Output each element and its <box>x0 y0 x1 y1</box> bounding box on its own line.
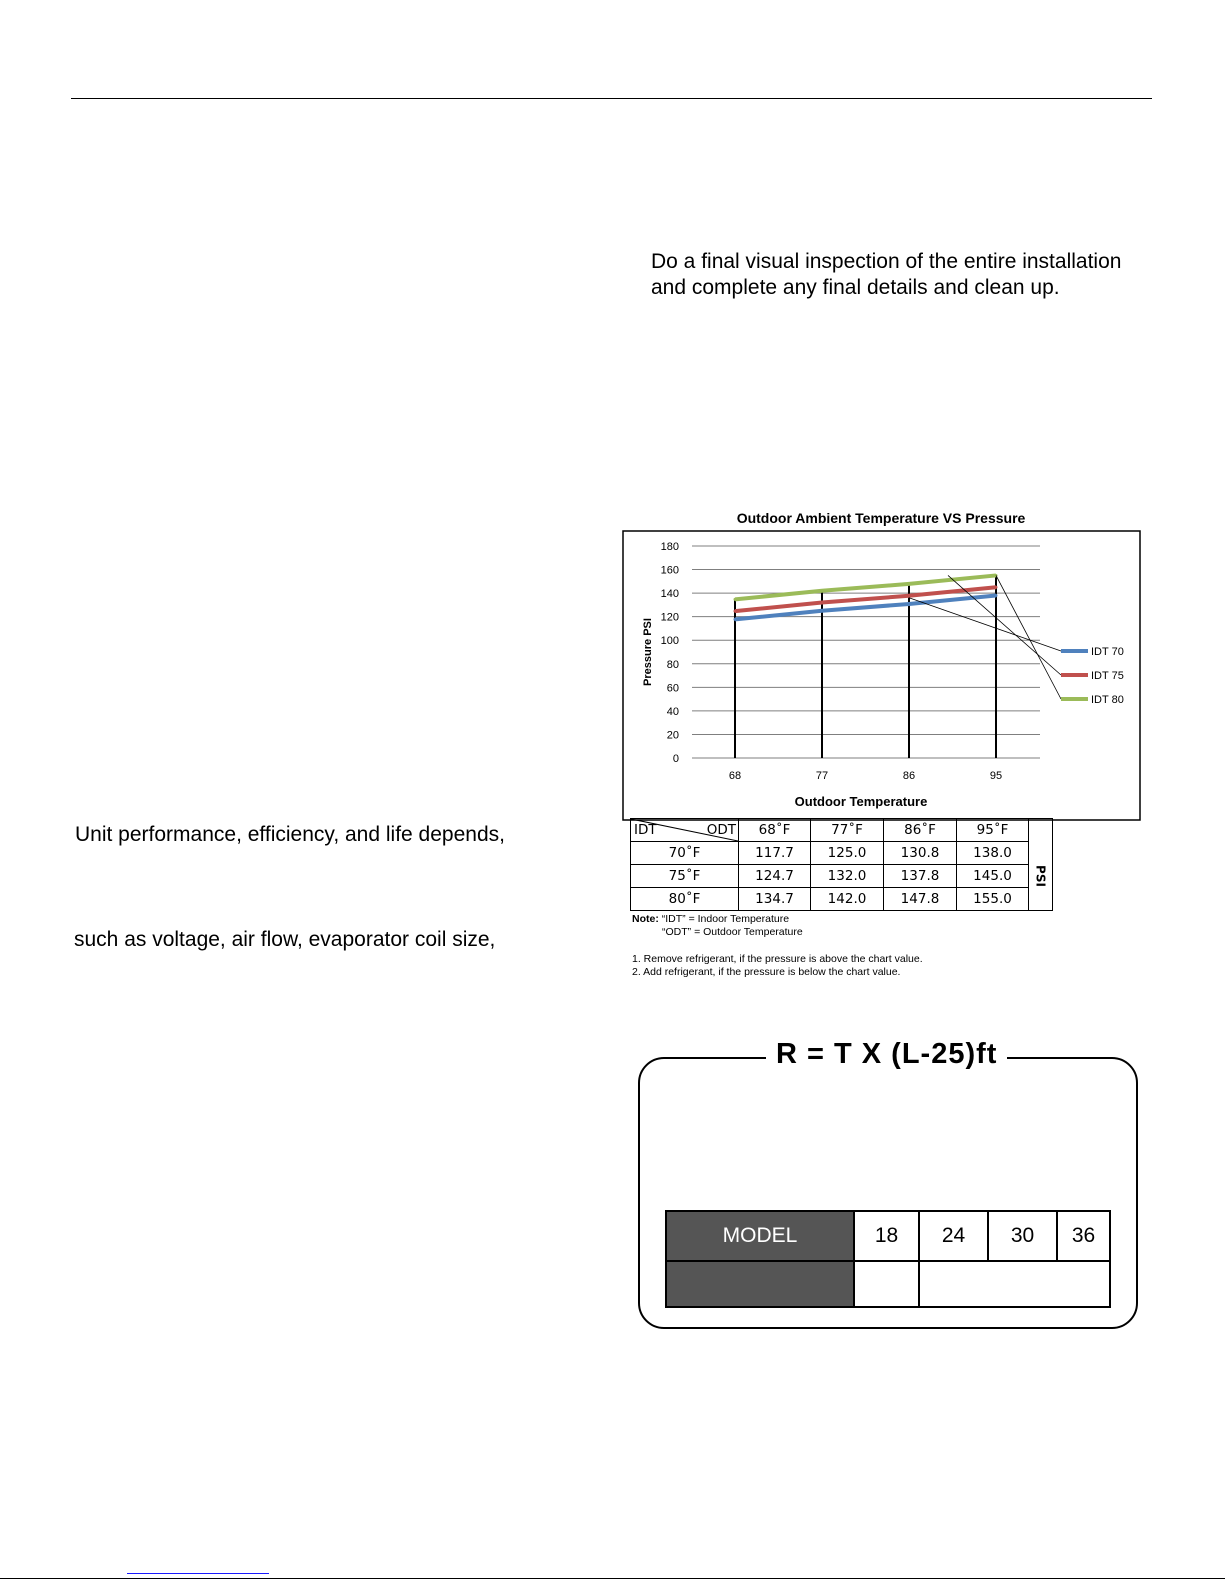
chart-title: Outdoor Ambient Temperature VS Pressure <box>736 510 1026 526</box>
model-label: MODEL <box>666 1211 854 1261</box>
table-row <box>631 842 1053 865</box>
row-label-70: 70˚F <box>631 842 739 865</box>
note-step-2: 2. Add refrigerant, if the pressure is below the chart value. <box>632 966 901 978</box>
table-cell: 138.0 <box>957 842 1029 865</box>
unit-header-blank <box>1029 819 1053 842</box>
inspection-text-line-1: Do a final visual inspection of the entire installation <box>651 250 1122 273</box>
psi-unit-cell <box>1029 842 1053 911</box>
corner-odt-label: ODT <box>706 822 736 838</box>
psi-unit-label: PSI <box>1033 864 1048 887</box>
y-tick-140: 140 <box>660 588 679 601</box>
row-label-75: 75˚F <box>631 865 739 888</box>
table-cell: 130.8 <box>884 842 957 865</box>
y-axis-label: Pressure PSI <box>642 618 654 686</box>
model-18: 18 <box>854 1211 919 1261</box>
y-tick-20: 20 <box>666 729 679 742</box>
table-cell: 132.0 <box>811 865 884 888</box>
note-odt: “ODT” = Outdoor Temperature <box>662 926 803 938</box>
table-cell: 137.8 <box>884 865 957 888</box>
charge-cell-18 <box>854 1261 919 1307</box>
chart-notes <box>632 913 923 979</box>
bottom-divider <box>0 1578 1225 1579</box>
top-divider <box>71 98 1152 99</box>
x-tick-86: 86 <box>902 770 916 782</box>
y-tick-120: 120 <box>660 611 679 624</box>
table-cell: 124.7 <box>739 865 811 888</box>
header-86: 86˚F <box>884 819 957 842</box>
model-24: 24 <box>919 1211 988 1261</box>
x-tick-68: 68 <box>728 770 742 782</box>
data-point <box>821 589 824 592</box>
data-point <box>821 609 824 612</box>
formula-text: R = T X (L-25)ft <box>766 1038 1007 1071</box>
table-row <box>631 865 1053 888</box>
legend-label-1: IDT 70 <box>1091 646 1124 658</box>
model-30: 30 <box>988 1211 1057 1261</box>
data-point <box>734 610 737 613</box>
legend-label-3: IDT 80 <box>1091 694 1124 706</box>
y-tick-40: 40 <box>666 705 679 718</box>
data-point <box>908 582 911 585</box>
corner-idt-label: IDT <box>634 822 657 838</box>
performance-text: Unit performance, efficiency, and life depends, <box>75 823 505 846</box>
charge-cell-24-36 <box>919 1261 1110 1307</box>
legend-label-2: IDT 75 <box>1091 670 1124 682</box>
table-row <box>631 888 1053 911</box>
y-tick-180: 180 <box>660 541 679 553</box>
table-cell: 147.8 <box>884 888 957 911</box>
x-tick-95: 95 <box>989 770 1003 782</box>
table-cell: 145.0 <box>957 865 1029 888</box>
note-label: Note: <box>632 913 659 925</box>
y-tick-0: 0 <box>672 753 679 765</box>
note-step-1: 1. Remove refrigerant, if the pressure is above the chart value. <box>632 953 923 965</box>
data-point <box>821 601 824 604</box>
data-point <box>995 594 998 597</box>
note-idt: Note: “IDT” = Indoor Temperature <box>632 913 790 925</box>
table-cell: 134.7 <box>739 888 811 911</box>
x-tick-77: 77 <box>815 770 829 782</box>
footer-link-underline <box>127 1573 269 1574</box>
data-point <box>908 594 911 597</box>
table-cell: 125.0 <box>811 842 884 865</box>
x-axis-label: Outdoor Temperature <box>794 794 928 809</box>
table-corner-cell <box>631 819 739 842</box>
header-77: 77˚F <box>811 819 884 842</box>
charge-row <box>666 1261 1110 1307</box>
header-95: 95˚F <box>957 819 1029 842</box>
data-point <box>734 618 737 621</box>
pressure-chart <box>622 530 1142 822</box>
charge-label-blank <box>666 1261 854 1307</box>
pressure-table <box>630 818 1053 911</box>
y-tick-100: 100 <box>660 635 679 648</box>
table-cell: 142.0 <box>811 888 884 911</box>
y-tick-60: 60 <box>666 682 679 695</box>
y-tick-160: 160 <box>660 564 679 577</box>
table-cell: 155.0 <box>957 888 1029 911</box>
data-point <box>734 598 737 601</box>
model-row <box>666 1211 1110 1261</box>
table-cell: 117.7 <box>739 842 811 865</box>
y-tick-80: 80 <box>666 658 679 671</box>
factors-text: such as voltage, air flow, evaporator coil size, <box>74 928 496 951</box>
inspection-text-line-2: and complete any final details and clean up. <box>651 276 1060 299</box>
header-68: 68˚F <box>739 819 811 842</box>
data-point <box>995 586 998 589</box>
model-table <box>665 1210 1111 1308</box>
model-36: 36 <box>1057 1211 1110 1261</box>
table-header-row <box>631 819 1053 842</box>
row-label-80: 80˚F <box>631 888 739 911</box>
data-point <box>908 602 911 605</box>
